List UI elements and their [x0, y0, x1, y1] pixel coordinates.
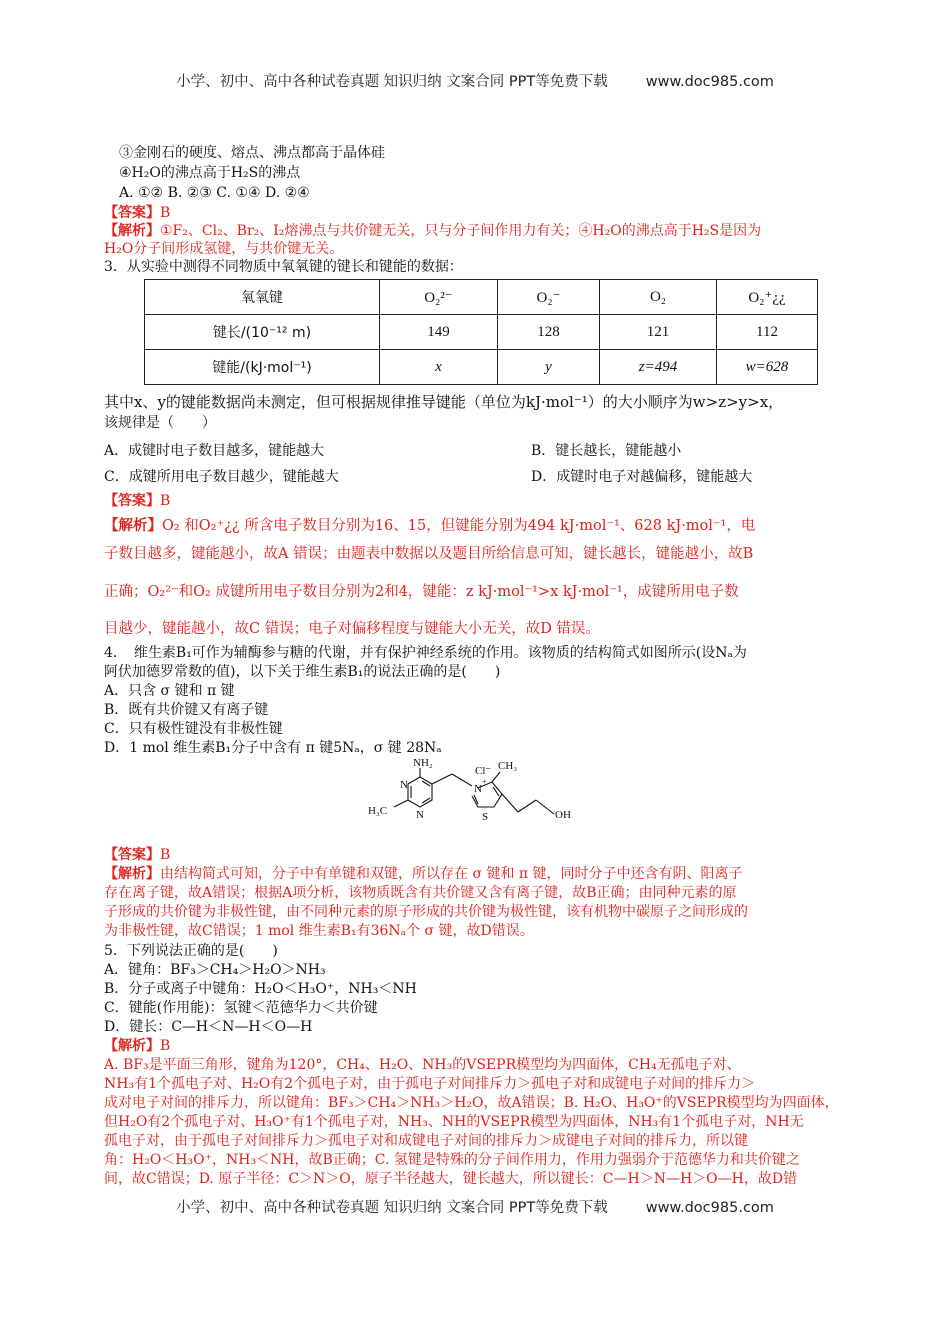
page-header — [0, 70, 950, 91]
q2-options: A. ①② B. ②③ C. ①④ D. ②④ — [119, 185, 310, 201]
table-header-cell: O₂⁺¿¿ — [717, 280, 818, 315]
q5-analysis-line6: 孤电子对，由于孤电子对间排斥力＞孤电子对和成键电子对间的排斥力＞成键电子对间的排斥力，所以键 — [104, 1133, 748, 1149]
label-n-ring2: N — [416, 809, 424, 821]
q3-option-row1 — [104, 442, 682, 460]
header-text: 小学、初中、高中各种试卷真题 知识归纳 文案合同 PPT等免费下载 — [176, 74, 608, 90]
bond-data-table — [144, 279, 818, 385]
analysis-text: ①F₂、Cl₂、Br₂、I₂熔沸点与共价键无关，只与分子间作用力有关；④H₂O的沸点高于H₂S是因为 — [160, 223, 762, 239]
q5-analysis-line8: 间，故C错误；D. 原子半径：C＞N＞O，原子半径越大，键长越大，所以键长：C—H＞N—H＞O—H，故D错 — [104, 1171, 798, 1187]
answer-value: B — [160, 493, 171, 509]
label-nh2: NH₂ — [413, 757, 433, 769]
table-cell: w=628 — [717, 350, 818, 385]
q3-option-a: A．成键时电子数目越多，键能越大 — [104, 443, 325, 459]
q2-answer — [104, 204, 170, 222]
analysis-text: 由结构简式可知，分子中有单键和双键，所以存在 σ 键和 π 键，同时分子中还含有阴、阳离子 — [160, 866, 743, 882]
vitamin-b1-structure — [356, 752, 596, 842]
label-n-plus: N — [474, 783, 482, 795]
answer-label: 【答案】 — [104, 493, 160, 509]
q5-analysis-line7: 角：H₂O＜H₃O⁺，NH₃＜NH，故B正确；C. 氢键是特殊的分子间作用力，作用力强弱介于范德华力和共价键之 — [104, 1152, 800, 1168]
q4-stem-line2: 阿伏加德罗常数的值)，以下关于维生素B₁的说法正确的是( ) — [104, 664, 501, 680]
table-row — [145, 280, 818, 315]
table-cell: y — [498, 350, 600, 385]
q5-stem: 5．下列说法正确的是( ) — [104, 943, 278, 959]
label-s: S — [482, 811, 489, 823]
q4-option-c: C．只有极性键没有非极性键 — [104, 721, 283, 737]
answer-value: B — [160, 205, 171, 221]
label-plus: + — [482, 777, 487, 786]
q4-answer — [104, 846, 170, 864]
q2-item3: ③金刚石的硬度、熔点、沸点都高于晶体硅 — [119, 145, 385, 161]
analysis-label: 【解析】 — [104, 517, 162, 534]
page-footer — [0, 1196, 950, 1217]
answer-label: 【答案】 — [104, 205, 160, 221]
table-row-label: 键能/(kJ·mol⁻¹) — [145, 350, 380, 385]
q5-analysis-line2: A. BF₃是平面三角形，键角为120°，CH₄、H₂O、NH₃的VSEPR模型均为四面体，CH₄无孤电子对、 — [104, 1057, 741, 1073]
answer-value: B — [160, 847, 171, 863]
q4-stem-line1: 4． 维生素B₁可作为辅酶参与糖的代谢，并有保护神经系统的作用。该物质的结构简式如图所示(设Nₐ为 — [104, 645, 747, 661]
label-oh: OH — [555, 809, 571, 821]
q4-analysis-line4: 为非极性键，故C错误；1 mol 维生素B₁有36Nₐ个 σ 键，故D错误。 — [104, 923, 534, 939]
table-header-cell: O₂²⁻ — [380, 280, 498, 315]
label-cl-ion: Cl⁻ — [475, 765, 492, 777]
q5-option-d: D．键长：C—H＜N—H＜O—H — [104, 1019, 313, 1035]
q3-option-d: D．成键时电子对越偏移，键能越大 — [531, 469, 753, 485]
q3-analysis-line3: 正确；O₂²⁻和O₂ 成键所用电子数目分别为2和4，键能：z kJ·mol⁻¹>x kJ·mol⁻¹，成键所用电子数 — [104, 584, 739, 600]
q3-option-b: B．键长越长，键能越小 — [531, 443, 682, 459]
analysis-text: B — [160, 1038, 171, 1054]
answer-label: 【答案】 — [104, 847, 160, 863]
table-header-cell: 氧氧键 — [145, 280, 380, 315]
q5-analysis-line1 — [104, 1037, 170, 1055]
header-url[interactable]: www.doc985.com — [645, 1200, 774, 1216]
q5-analysis-line4: 成对电子对间的排斥力，所以键角：BF₃＞CH₄＞NH₃＞H₂O，故A错误；B. H₂O、H₃O⁺的VSEPR模型均为四面体， — [104, 1095, 839, 1111]
label-h3c: H₃C — [368, 805, 388, 817]
q5-option-c: C．键能(作用能)：氢键＜范德华力＜共价键 — [104, 1000, 378, 1016]
label-n-ring1: N — [400, 779, 408, 791]
table-cell: z=494 — [600, 350, 717, 385]
q4-option-d: D．1 mol 维生素B₁分子中含有 π 键5Nₐ，σ 键 28Nₐ — [104, 740, 442, 756]
q3-option-c: C．成键所用电子数目越少，键能越大 — [104, 469, 339, 485]
label-ch3-top: CH₃ — [498, 760, 518, 772]
q3-analysis-line4: 目越少，键能越小，故C 错误；电子对偏移程度与键能大小无关，故D 错误。 — [104, 621, 600, 637]
q5-analysis-line3: NH₃有1个孤电子对、H₂O有2个孤电子对，由于孤电子对间排斥力＞孤电子对和成键电子对间的排斥力＞ — [104, 1076, 756, 1092]
table-cell: x — [380, 350, 498, 385]
q3-answer — [104, 492, 170, 510]
q2-analysis-line1 — [104, 222, 761, 240]
table-row-label: 键长/(10⁻¹² m) — [145, 315, 380, 350]
table-cell: 128 — [498, 315, 600, 350]
q3-analysis-line1 — [104, 517, 755, 535]
q5-analysis-line5: 但H₂O有2个孤电子对、H₃O⁺有1个孤电子对，NH₃、NH的VSEPR模型为四面体，NH₃有1个孤电子对，NH无 — [104, 1114, 804, 1130]
table-header-cell: O₂⁻ — [498, 280, 600, 315]
header-text: 小学、初中、高中各种试卷真题 知识归纳 文案合同 PPT等免费下载 — [176, 1200, 608, 1216]
q4-analysis-line3: 子形成的共价键为非极性键，由不同种元素的原子形成的共价键为极性键，该有机物中碳原子之间形成的 — [104, 904, 748, 920]
table-cell: 149 — [380, 315, 498, 350]
analysis-label: 【解析】 — [104, 1038, 160, 1054]
q3-analysis-line2: 子数目越多，键能越小，故A 错误；由题表中数据以及题目所给信息可知，键长越长，键能越小，故B — [104, 546, 754, 562]
header-url[interactable]: www.doc985.com — [645, 74, 774, 90]
q3-stem3: 该规律是（ ） — [104, 415, 216, 431]
q4-analysis-line1 — [104, 865, 743, 883]
q3-stem2: 其中x、y的键能数据尚未测定，但可根据规律推导键能（单位为kJ·mol⁻¹）的大小顺序为w>z>y>x， — [104, 393, 784, 411]
q5-option-b: B．分子或离子中键角：H₂O＜H₃O⁺，NH₃＜NH — [104, 981, 417, 997]
q3-option-row2 — [104, 468, 753, 486]
table-cell: 112 — [717, 315, 818, 350]
table-row — [145, 350, 818, 385]
table-cell: 121 — [600, 315, 717, 350]
table-row — [145, 315, 818, 350]
q4-analysis-line2: 存在离子键，故A错误；根据A项分析，该物质既含有共价键又含有离子键，故B正确；由同种元素的原 — [104, 885, 737, 901]
q4-option-b: B．既有共价键又有离子键 — [104, 702, 269, 718]
analysis-label: 【解析】 — [104, 223, 160, 239]
q5-option-a: A．键角：BF₃＞CH₄＞H₂O＞NH₃ — [104, 962, 326, 978]
q2-analysis-line2: H₂O分子间形成氢键，与共价键无关。 — [104, 241, 344, 257]
analysis-text: O₂ 和O₂⁺¿¿ 所含电子数目分别为16、15，但键能分别为494 kJ·mol⁻¹、628 kJ·mol⁻¹，电 — [162, 518, 756, 534]
analysis-label: 【解析】 — [104, 866, 160, 882]
q2-item4: ④H₂O的沸点高于H₂S的沸点 — [119, 165, 301, 181]
q3-stem: 3．从实验中测得不同物质中氧氧键的键长和键能的数据： — [104, 259, 463, 275]
table-header-cell: O₂ — [600, 280, 717, 315]
q4-option-a: A．只含 σ 键和 π 键 — [104, 683, 235, 699]
